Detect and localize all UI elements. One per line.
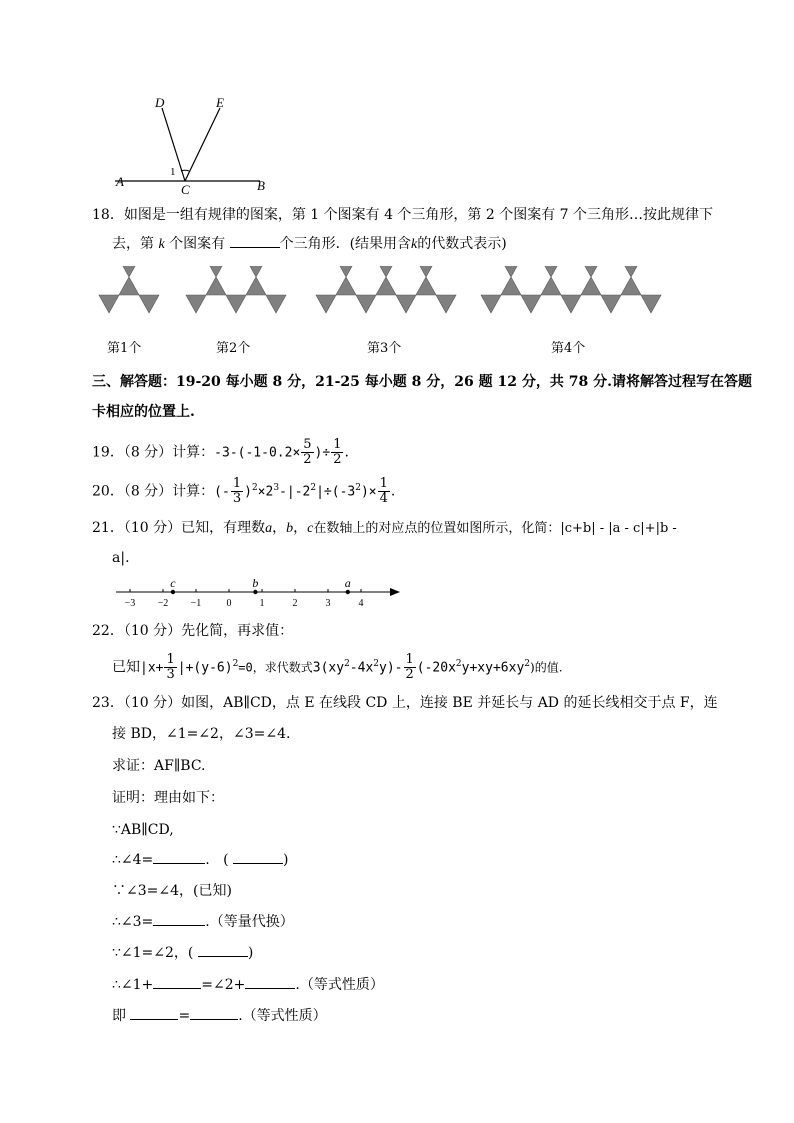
q23-line4: 证明：理由如下：	[112, 790, 224, 806]
blank-8[interactable]	[153, 913, 205, 926]
pattern-3-bottom-triangle	[316, 295, 336, 313]
pattern-4-middle-triangle	[621, 277, 641, 295]
pattern-4-bottom-triangle	[521, 295, 541, 313]
pattern-4-middle-triangle	[541, 277, 561, 295]
blank-11b[interactable]	[190, 1007, 238, 1020]
point-c	[171, 590, 175, 594]
pattern-3-bottom-triangle	[356, 295, 376, 313]
pattern-4-bottom-triangle	[601, 295, 621, 313]
label-C: C	[181, 182, 190, 197]
pattern-2-bottom-triangle	[186, 295, 206, 313]
point-a	[346, 590, 350, 594]
pattern-caption-4: 第4个	[551, 341, 586, 356]
axis-tick-label: 2	[292, 598, 298, 609]
q23-line10: ∴∠1+ =∠2+ .（等式性质）	[112, 977, 384, 993]
q23-line5: ∵AB∥CD,	[112, 822, 174, 838]
pattern-4-top-triangle	[541, 266, 561, 277]
number-line	[112, 576, 412, 612]
pattern-4-top-triangle	[501, 266, 521, 277]
pattern-4-middle-triangle	[501, 277, 521, 295]
q22-line2: 已知|x+ $\frac{1}{3}$ $|+(y-6)^2=0$，求代数式$3(xy^2-4x^2y)-$ $\frac{1}{2}$ $(-20x^2y+xy+6xy^2)$的值.	[112, 652, 563, 683]
q23-line2: 接 BD，∠1=∠2，∠3=∠4.	[112, 726, 291, 742]
pattern-3-middle-triangle	[416, 277, 436, 295]
label-E: E	[216, 95, 224, 110]
axis-tick-label: −2	[157, 598, 169, 609]
pattern-2-middle-triangle	[246, 277, 266, 295]
label-D: D	[155, 95, 165, 110]
pattern-2-top-triangle	[206, 266, 226, 277]
q18-line2: 去，第 k 个图案有 个三角形．(结果用含k的代数式表示)	[112, 236, 507, 252]
axis-tick-label: −3	[124, 598, 136, 609]
blank-6a[interactable]	[153, 851, 205, 864]
pattern-2-top-triangle	[246, 266, 266, 277]
q23-line6: ∴∠4= . ( )	[112, 852, 289, 868]
q23-line11: 即 = .（等式性质）	[112, 1008, 327, 1024]
pattern-4-bottom-triangle	[481, 295, 501, 313]
blank-9[interactable]	[198, 944, 248, 957]
section3-heading-line1: 三、解答题：19-20 每小题 8 分，21-25 每小题 8 分，26 题 12 分，共 78 分.请将解答过程写在答题	[92, 374, 752, 390]
label-1: 1	[170, 166, 176, 178]
q23-line7: ∵∠3=∠4，(已知)	[112, 883, 232, 899]
label-A: A	[116, 174, 124, 189]
q21-line2: a|.	[112, 550, 130, 566]
pattern-4-bottom-triangle	[561, 295, 581, 313]
blank-6b[interactable]	[233, 851, 283, 864]
pattern-4-middle-triangle	[581, 277, 601, 295]
pattern-3-top-triangle	[336, 266, 356, 277]
blank-11a[interactable]	[130, 1007, 178, 1020]
q18-answer-blank[interactable]	[230, 235, 280, 248]
pattern-1-bottom-triangle	[139, 295, 159, 313]
pattern-3-middle-triangle	[376, 277, 396, 295]
point-b	[253, 590, 257, 594]
pattern-3-middle-triangle	[336, 277, 356, 295]
point-label-c: c	[170, 576, 176, 590]
q19: 19．（8 分）计算：-3-(-1-0.2× $\frac{5}{2}$ )÷ $\frac{1}{2}$ .	[92, 437, 349, 467]
angle-figure	[110, 92, 280, 197]
pattern-4-top-triangle	[621, 266, 641, 277]
axis-tick-label: 3	[325, 598, 331, 609]
axis-tick-label: 0	[226, 598, 232, 609]
q21-line1: 21．（10 分）已知，有理数a，b，c在数轴上的对应点的位置如图所示，化简：|c+b| - |a - c|+|b -	[92, 520, 677, 536]
point-label-a: a	[344, 576, 351, 590]
q18-line1: 18．如图是一组有规律的图案，第 1 个图案有 4 个三角形，第 2 个图案有 7 个三角形…按此规律下	[92, 207, 714, 223]
pattern-1-top-triangle	[119, 266, 139, 277]
q20: 20．（8 分）计算：(- $\frac{1}{3}$ )$^2\times 2^3-|-2^2|\div(-3^2)\times$ $\frac{1}{4}$ .	[92, 476, 396, 507]
pattern-caption-3: 第3个	[367, 341, 402, 356]
pattern-1-middle-triangle	[119, 277, 139, 295]
label-B: B	[257, 178, 265, 193]
axis-tick-label: 1	[259, 598, 265, 609]
pattern-3-top-triangle	[376, 266, 396, 277]
blank-10b[interactable]	[245, 976, 295, 989]
q23-line9: ∵∠1=∠2，( )	[112, 945, 254, 961]
q23-line3: 求证：AF∥BC.	[112, 758, 206, 774]
section3-heading-line2: 卡相应的位置上.	[92, 404, 195, 420]
q22-line1: 22．（10 分）先化简，再求值：	[92, 623, 294, 639]
pattern-3-top-triangle	[416, 266, 436, 277]
q23-line1: 23．（10 分）如图，AB∥CD，点 E 在线段 CD 上，连接 BE 并延长与 AD 的延长线相交于点 F，连	[92, 695, 718, 711]
pattern-caption-1: 第1个	[107, 341, 142, 356]
pattern-2-bottom-triangle	[226, 295, 246, 313]
point-label-b: b	[252, 576, 259, 590]
axis-tick-label: −1	[190, 598, 202, 609]
blank-10a[interactable]	[153, 976, 201, 989]
pattern-2-bottom-triangle	[266, 295, 286, 313]
pattern-1-bottom-triangle	[99, 295, 119, 313]
number-line-arrow	[390, 588, 400, 596]
q23-line8: ∴∠3= .（等量代换）	[112, 914, 294, 930]
axis-tick-label: 4	[358, 598, 364, 609]
pattern-3-bottom-triangle	[436, 295, 456, 313]
pattern-caption-2: 第2个	[216, 341, 251, 356]
pattern-4-top-triangle	[581, 266, 601, 277]
pattern-4-bottom-triangle	[641, 295, 661, 313]
pattern-3-bottom-triangle	[396, 295, 416, 313]
pattern-2-middle-triangle	[206, 277, 226, 295]
triangle-patterns	[90, 266, 670, 336]
